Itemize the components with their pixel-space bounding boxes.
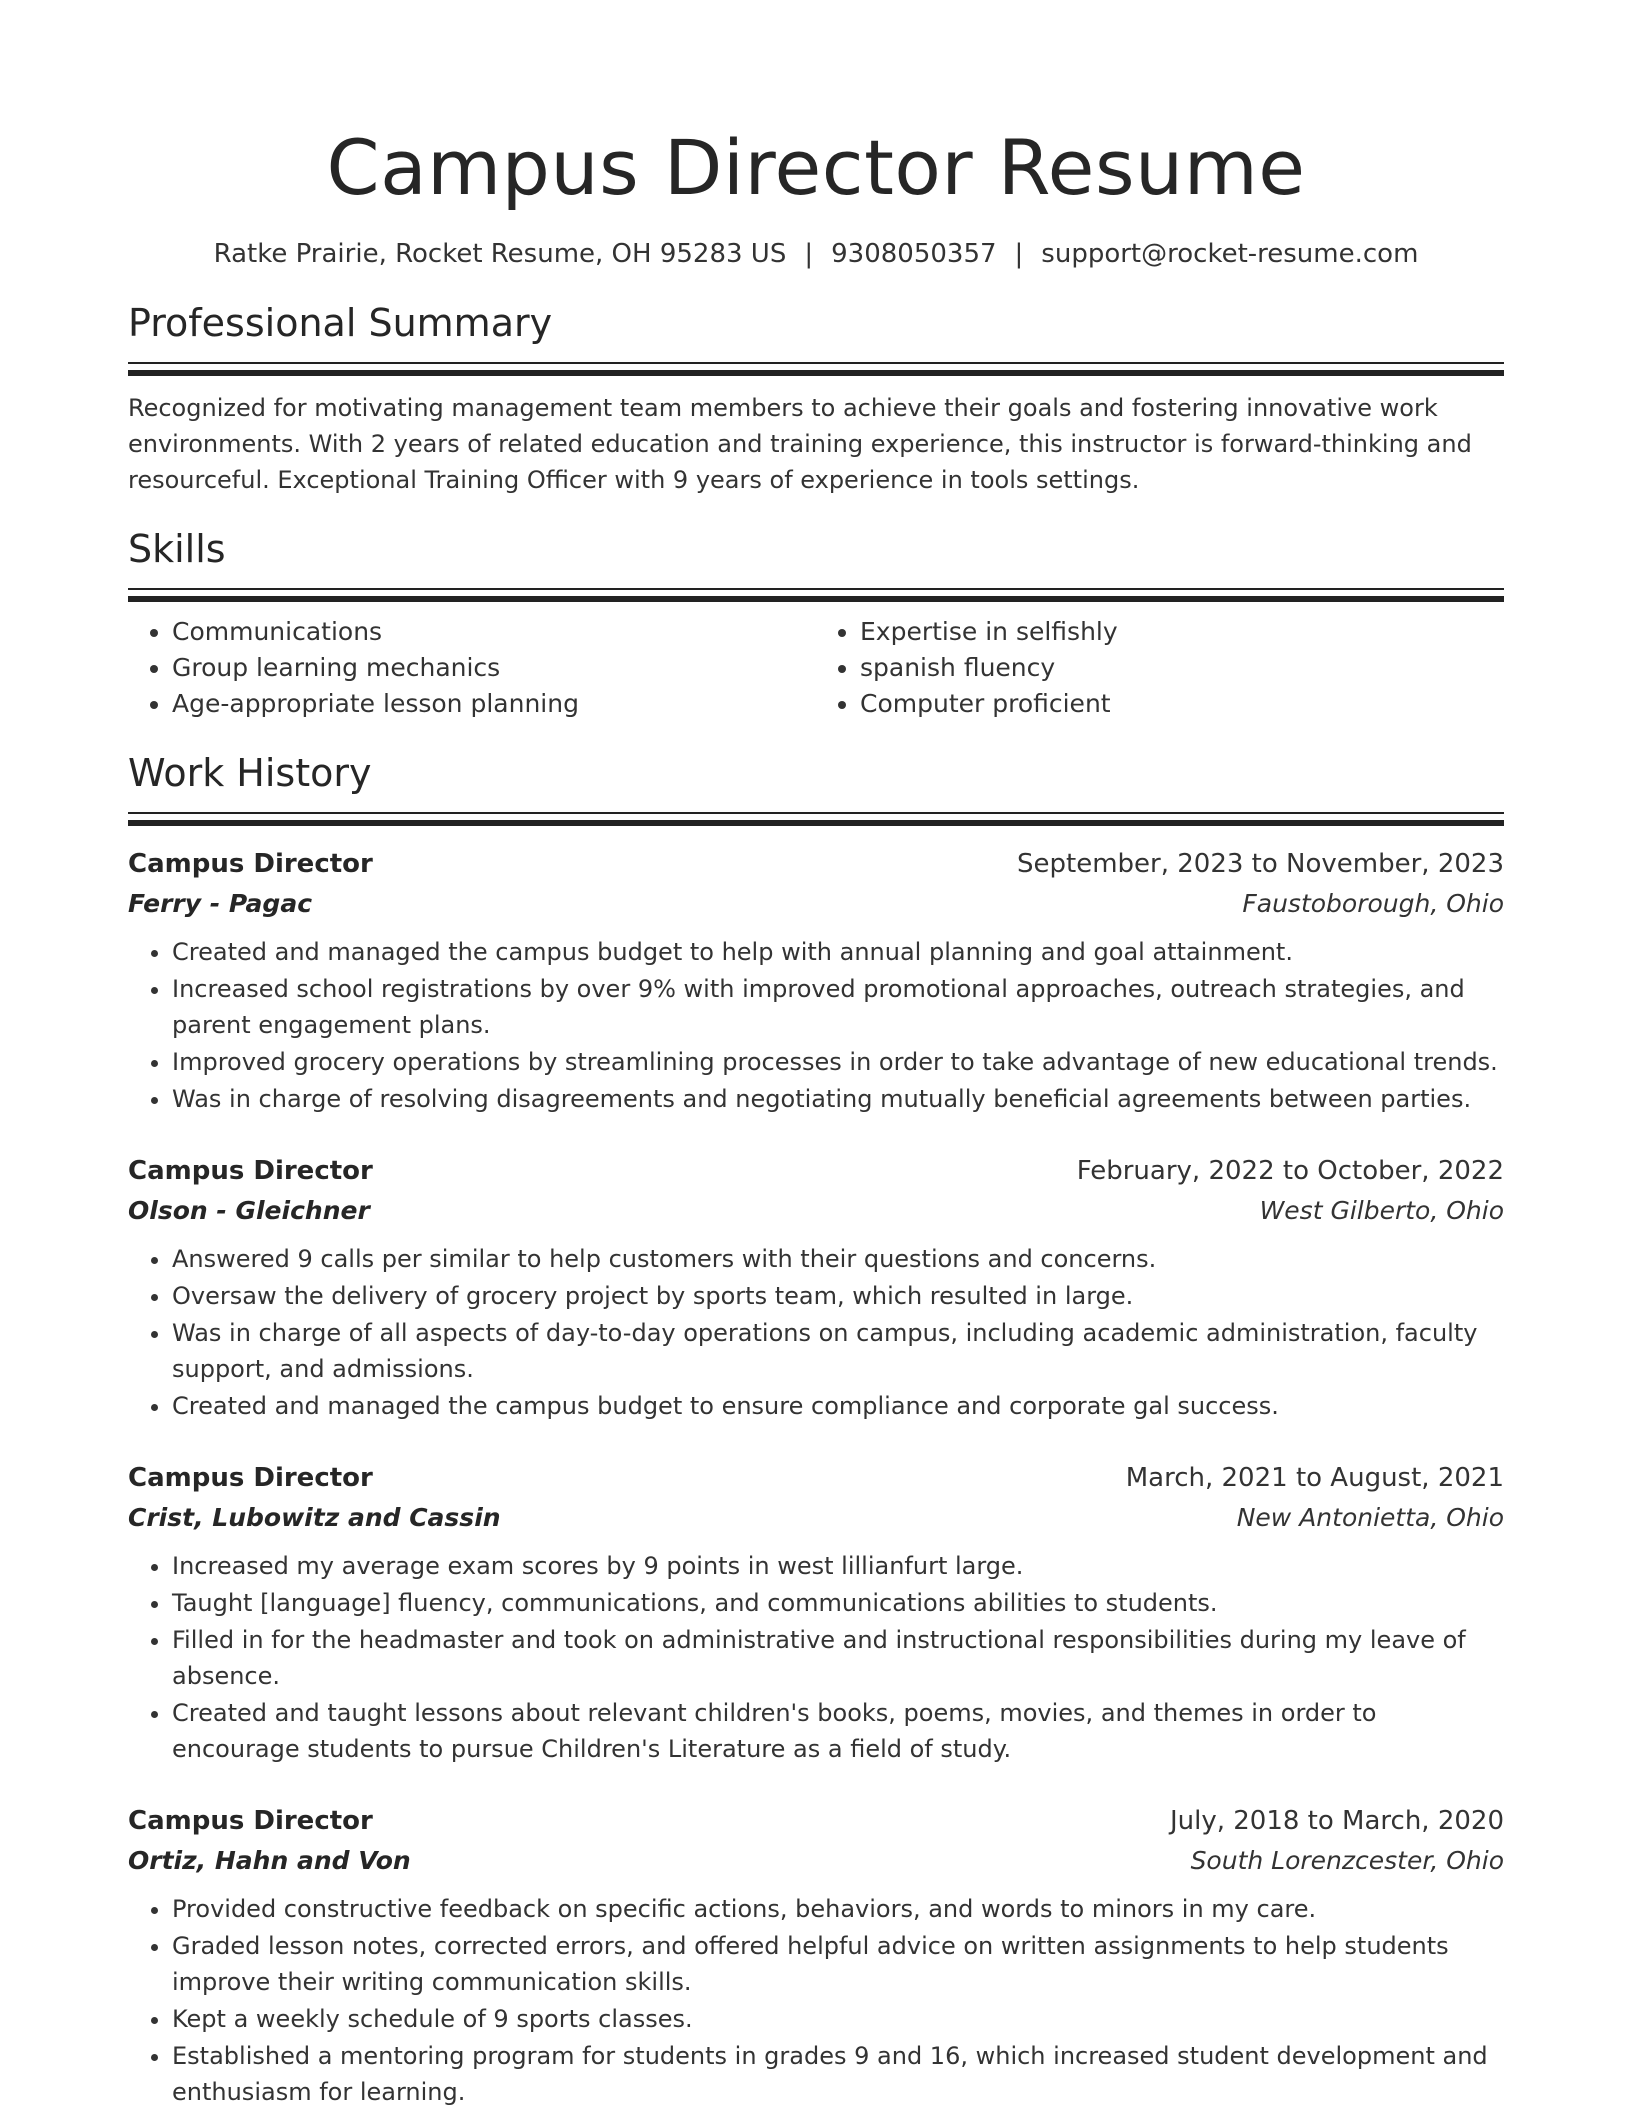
job-bullet: • Was in charge of all aspects of day-to-day operations on campus, including academic administration, faculty support, and admissions. — [172, 1315, 1504, 1387]
job-bullets — [128, 934, 1504, 1117]
section-divider — [128, 812, 1504, 826]
job-bullet: • Taught [language] fluency, communications, and communications abilities to students. — [172, 1585, 1504, 1621]
job-entry — [128, 1801, 1504, 2110]
skill-item: • Computer proficient — [860, 686, 1504, 722]
job-bullet: • Oversaw the delivery of grocery project by sports team, which resulted in large. — [172, 1278, 1504, 1314]
job-dates: March, 2021 to August, 2021 — [1125, 1463, 1504, 1493]
contact-phone: 9308050357 — [831, 239, 997, 269]
job-company: Olson - Gleichner — [128, 1196, 370, 1225]
job-bullet: • Established a mentoring program for students in grades 9 and 16, which increased student development and enthusiasm for learning. — [172, 2038, 1504, 2110]
section-divider — [128, 362, 1504, 376]
job-bullet: • Created and managed the campus budget to help with annual planning and goal attainment. — [172, 934, 1504, 970]
job-title: Campus Director — [128, 1463, 373, 1493]
job-location: South Lorenzcester, Ohio — [1190, 1846, 1504, 1875]
contact-separator: | — [1014, 239, 1024, 269]
skill-item: • Communications — [172, 614, 816, 650]
job-bullet: • Graded lesson notes, corrected errors, and offered helpful advice on written assignments to help students improve their writing communication skills. — [172, 1928, 1504, 2000]
job-company: Ortiz, Hahn and Von — [128, 1846, 411, 1875]
skill-item: • Expertise in selfishly — [860, 614, 1504, 650]
skills-list-right — [816, 614, 1504, 722]
job-bullet: • Created and managed the campus budget to ensure compliance and corporate gal success. — [172, 1388, 1504, 1424]
job-bullet: • Provided constructive feedback on specific actions, behaviors, and words to minors in my care. — [172, 1891, 1504, 1927]
job-bullets — [128, 1891, 1504, 2110]
job-location: New Antonietta, Ohio — [1236, 1503, 1504, 1532]
skill-item: • spanish fluency — [860, 650, 1504, 686]
job-title: Campus Director — [128, 1806, 373, 1836]
job-dates: July, 2018 to March, 2020 — [1169, 1806, 1504, 1836]
section-heading: Professional Summary — [128, 301, 553, 345]
job-bullet: • Increased school registrations by over 9% with improved promotional approaches, outreach strategies, and parent engagement plans. — [172, 971, 1504, 1043]
skills-columns — [128, 614, 1504, 722]
job-bullet: • Answered 9 calls per similar to help customers with their questions and concerns. — [172, 1241, 1504, 1277]
skills-list-left — [128, 614, 816, 722]
job-entry — [128, 1458, 1504, 1767]
job-bullet: • Was in charge of resolving disagreements and negotiating mutually beneficial agreements between parties. — [172, 1081, 1504, 1117]
section-heading: Work History — [128, 751, 372, 795]
section-heading: Skills — [128, 527, 226, 571]
job-entry — [128, 1151, 1504, 1424]
section-divider — [128, 588, 1504, 602]
job-bullet: • Filled in for the headmaster and took on administrative and instructional responsibilities during my leave of absence. — [172, 1622, 1504, 1694]
professional-summary-section — [128, 298, 1504, 498]
job-bullet: • Created and taught lessons about relevant children's books, poems, movies, and themes in order to encourage students to pursue Children's Literature as a field of study. — [172, 1695, 1504, 1767]
skill-item: • Age-appropriate lesson planning — [172, 686, 816, 722]
job-bullet: • Increased my average exam scores by 9 points in west lillianfurt large. — [172, 1548, 1504, 1584]
job-company: Crist, Lubowitz and Cassin — [128, 1503, 501, 1532]
job-location: Faustoborough, Ohio — [1242, 889, 1504, 918]
page-title: Campus Director Resume — [326, 123, 1306, 212]
job-dates: September, 2023 to November, 2023 — [1017, 849, 1504, 879]
work-history-section — [128, 748, 1504, 2110]
job-bullet: • Improved grocery operations by streamlining processes in order to take advantage of new educational trends. — [172, 1044, 1504, 1080]
job-location: West Gilberto, Ohio — [1259, 1196, 1504, 1225]
skill-item: • Group learning mechanics — [172, 650, 816, 686]
skills-section — [128, 524, 1504, 722]
contact-email: support@rocket-resume.com — [1041, 239, 1419, 269]
contact-separator: | — [804, 239, 814, 269]
job-dates: February, 2022 to October, 2022 — [1076, 1156, 1504, 1186]
job-bullets — [128, 1548, 1504, 1767]
summary-text: Recognized for motivating management team members to achieve their goals and fostering innovative work environments. With 2 years of related education and training experience, this instructor is forward-thinking and resourceful. Exceptional Training Officer with 9 years of experience in tools settings. — [128, 394, 1472, 494]
job-bullets — [128, 1241, 1504, 1424]
job-title: Campus Director — [128, 1156, 373, 1186]
job-entry — [128, 844, 1504, 1117]
contact-line — [128, 236, 1504, 272]
job-company: Ferry - Pagac — [128, 889, 313, 918]
contact-address: Ratke Prairie, Rocket Resume, OH 95283 US — [213, 239, 787, 269]
job-title: Campus Director — [128, 849, 373, 879]
job-bullet: • Kept a weekly schedule of 9 sports classes. — [172, 2001, 1504, 2037]
